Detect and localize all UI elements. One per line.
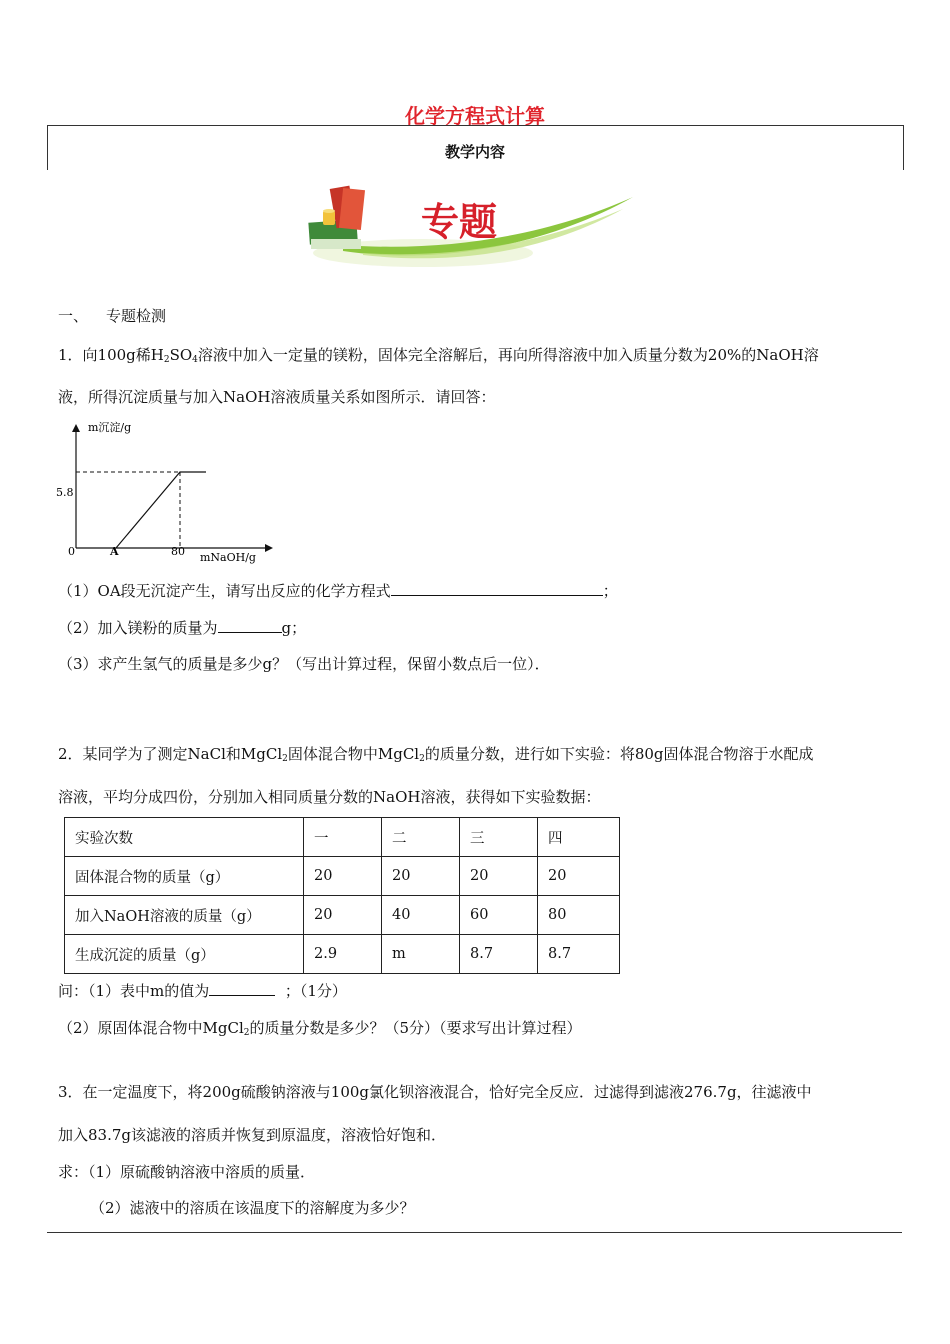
books-icon [308, 186, 365, 249]
table-cell: 20 [538, 857, 620, 896]
series-line [116, 472, 206, 548]
banner-text: 专题 [421, 200, 498, 244]
q2-blank-m[interactable] [209, 980, 275, 996]
table-cell: 2.9 [304, 935, 382, 974]
section-title: 专题检测 [106, 307, 167, 325]
experiment-table [64, 817, 620, 974]
q1-line1: 1．向100g稀$H_2SO_4$溶液中加入一定量的镁粉，固体完全溶解后，再向所得溶液中加入质量分数为20%的NaOH溶 [58, 346, 819, 365]
point-a-label: A [110, 545, 119, 558]
section-number: 一、 [58, 307, 89, 325]
q1-sub1: （1）OA段无沉淀产生，请写出反应的化学方程式 ； [58, 582, 618, 600]
table-header-cell: 三 [460, 818, 538, 857]
table-header-cell: 一 [304, 818, 382, 857]
y-tick-label: 5.8 [56, 486, 74, 499]
table-row [65, 935, 620, 974]
bottom-divider [47, 1232, 902, 1233]
table-header-cell: 四 [538, 818, 620, 857]
q2-ask2: （2）原固体混合物中MgCl$_2$的质量分数是多少？（5分）（要求写出计算过程） [58, 1019, 582, 1038]
table-cell: 80 [538, 896, 620, 935]
page-subtitle: 教学内容 [444, 143, 505, 161]
q3-ask2: （2）滤液中的溶质在该温度下的溶解度为多少？ [90, 1199, 415, 1217]
table-cell: 生成沉淀的质量（g） [65, 935, 304, 974]
origin-label: 0 [68, 545, 75, 558]
table-row [65, 896, 620, 935]
q1-blank-equation[interactable] [391, 580, 603, 596]
x-axis-arrow [265, 544, 273, 552]
precipitate-chart [50, 416, 280, 566]
table-header-row [65, 818, 620, 857]
table-cell: 40 [382, 896, 460, 935]
table-cell: 8.7 [460, 935, 538, 974]
q1-sub2: （2）加入镁粉的质量为 g； [58, 619, 307, 637]
q2-line1: 2．某同学为了测定NaCl和MgCl$_2$固体混合物中MgCl$_2$的质量分数，进行如下实验：将80g固体混合物溶于水配成 [58, 745, 814, 764]
table-cell: 加入NaOH溶液的质量（g） [65, 896, 304, 935]
page-title: 化学方程式计算 [405, 104, 545, 128]
x-axis-label: mNaOH/g [200, 551, 256, 564]
y-axis-label: m沉淀/g [88, 421, 132, 434]
table-cell: 固体混合物的质量（g） [65, 857, 304, 896]
x-tick-label: 80 [171, 545, 185, 558]
q2-ask1: 问：（1）表中m的值为 ；（1分） [58, 982, 347, 1000]
table-cell: 8.7 [538, 935, 620, 974]
table-header-cell: 实验次数 [65, 818, 304, 857]
table-row [65, 857, 620, 896]
y-axis-arrow [72, 424, 80, 432]
q1-blank-mass[interactable] [218, 617, 282, 633]
table-cell: m [382, 935, 460, 974]
q2-line2: 溶液，平均分成四份，分别加入相同质量分数的NaOH溶液，获得如下实验数据： [58, 788, 601, 806]
table-header-cell: 二 [382, 818, 460, 857]
table-cell: 20 [460, 857, 538, 896]
q3-line1: 3．在一定温度下，将200g硫酸钠溶液与100g氯化钡溶液混合，恰好完全反应．过滤得到滤液276.7g，往滤液中 [58, 1083, 812, 1101]
q1-sub3: （3）求产生氢气的质量是多少g？（写出计算过程，保留小数点后一位）． [58, 655, 550, 673]
table-cell: 60 [460, 896, 538, 935]
table-cell: 20 [304, 896, 382, 935]
topic-banner [303, 183, 638, 275]
table-cell: 20 [382, 857, 460, 896]
q1-line2: 液，所得沉淀质量与加入NaOH溶液质量关系如图所示．请回答： [58, 388, 496, 406]
q3-line2: 加入83.7g该滤液的溶质并恢复到原温度，溶液恰好饱和． [58, 1126, 447, 1144]
table-cell: 20 [304, 857, 382, 896]
q3-ask1: 求：（1）原硫酸钠溶液中溶质的质量． [58, 1163, 316, 1181]
